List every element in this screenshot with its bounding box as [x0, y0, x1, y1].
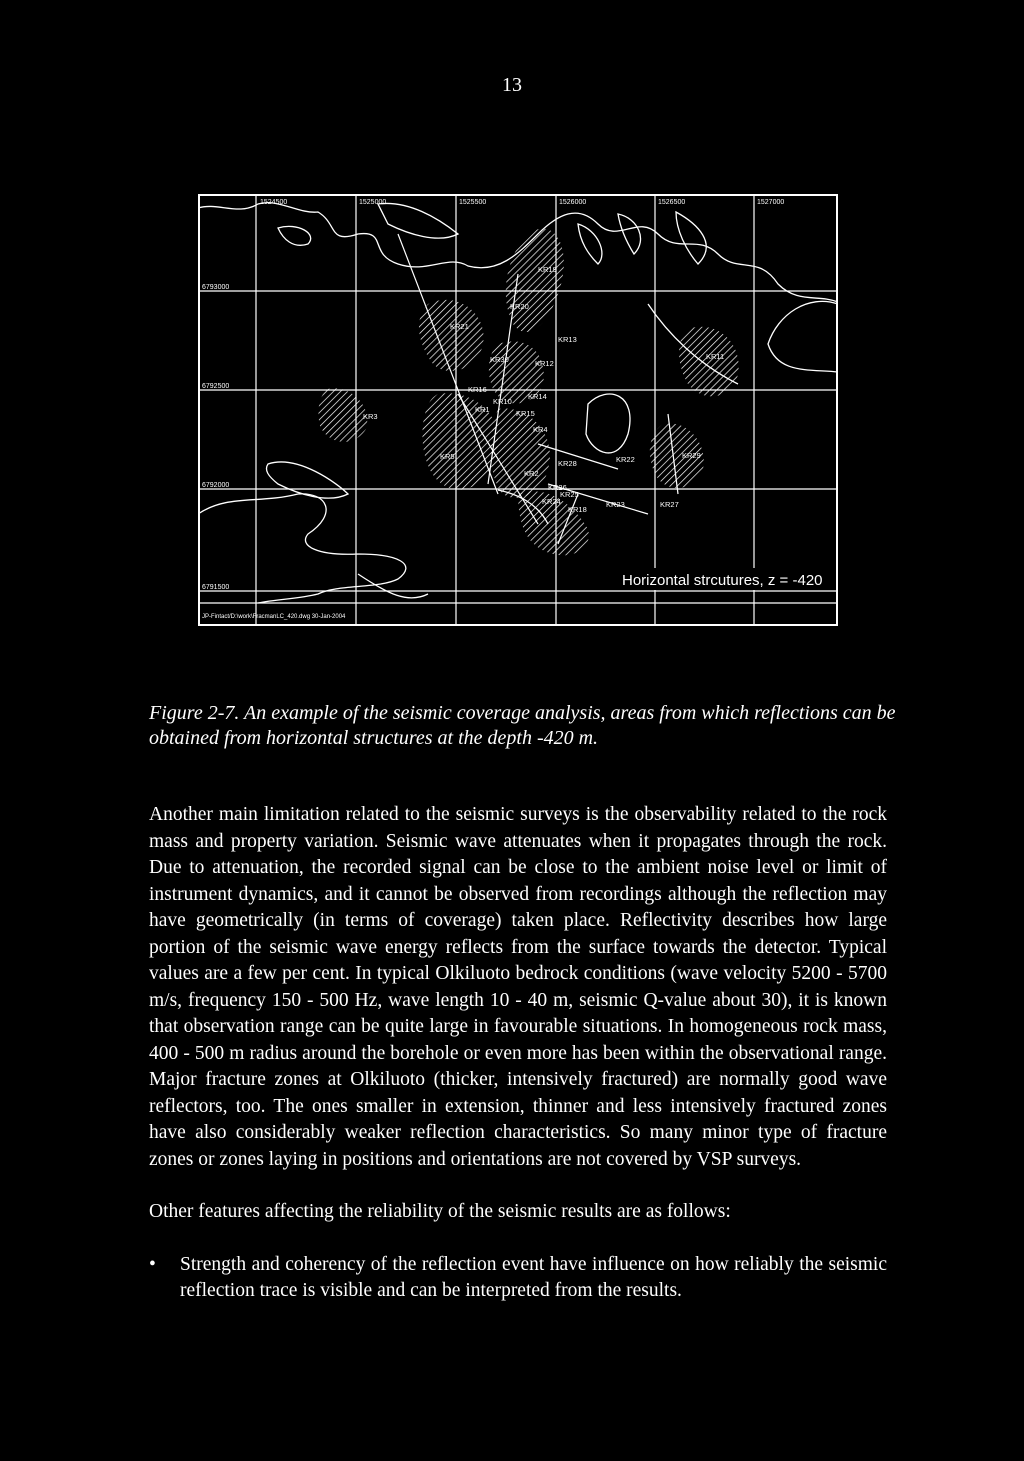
borehole-label: KR2	[524, 469, 539, 478]
borehole-label: KR28	[558, 459, 577, 468]
grid-y-label: 6793000	[202, 284, 230, 291]
bullet-list	[149, 1252, 887, 1305]
paragraph: Another main limitation related to the seismic surveys is the observability related to the rock mass and property variation. Seismic wave attenuates when it propagates through the rock. Due to attenuation, the recorded signal can be close to the ambient noise level or limit of instrument dynamics, and it cannot be observed from recordings although the reflection may have geometrically (in terms of coverage) taken place. Reflectivity describes how large portion of the seismic wave energy reflects from the surface towards the detector. Typical values are a few per cent. In typical Olkiluoto bedrock conditions (wave velocity 5200 - 5700 m/s, frequency 150 - 500 Hz, wave length 10 - 40 m, seismic Q-value about 30), it is known that observation range can be quite large in favourable situations. In homogeneous rock mass, 400 - 500 m radius around the borehole or even more has been within the observational range. Major fracture zones at Olkiluoto (thicker, intensively fractured) are normally good wave reflectors, too. The ones smaller in extension, thinner and less intensively fractured zones have also considerably weaker reflection characteristics. So many minor type of fracture zones or zones laying in positions and orientations are not covered by VSP surveys.	[149, 804, 887, 1170]
borehole-label: KR12	[535, 359, 554, 368]
panel-title: Horizontal strcutures, z = -420	[622, 572, 823, 589]
borehole-label: KR29	[682, 451, 701, 460]
file-path: JP-Fintact/D:\work\FracmanLC_420.dwg 30-Jan-2004	[202, 614, 346, 620]
borehole-label: KR22	[616, 455, 635, 464]
borehole-label: KR27	[660, 500, 679, 509]
borehole-label: KR14	[528, 392, 547, 401]
borehole-label: KR30	[490, 355, 509, 364]
grid-x-label: 1524500	[260, 199, 288, 206]
borehole-label: KR16	[468, 385, 487, 394]
borehole-label: KR23	[606, 500, 625, 509]
borehole-label: KR15	[516, 409, 535, 418]
grid-x-label: 1525500	[459, 199, 487, 206]
grid-y-label: 6792000	[202, 482, 230, 489]
bullet-text: Strength and coherency of the reflection event have influence on how reliably the seismic reflection trace is visible and can be interpreted from the results.	[180, 1253, 887, 1301]
grid-y-label: 6792500	[202, 383, 230, 390]
borehole-label: KR20	[510, 302, 529, 311]
borehole-label: KR21	[450, 322, 469, 331]
figure-caption: Figure 2-7. An example of the seismic coverage analysis, areas from which reflections can be obtained from horizontal structures at the depth -420 m.	[149, 702, 896, 749]
body-text	[149, 802, 887, 1305]
grid-x-label: 1526000	[559, 199, 587, 206]
borehole-label: KR10	[493, 397, 512, 406]
borehole-label: KR25	[560, 490, 579, 499]
page-number: 13	[502, 74, 522, 96]
grid-x-label: 1525000	[359, 199, 387, 206]
borehole-label: KR26	[548, 483, 567, 492]
grid-x-label: 1527000	[757, 199, 785, 206]
borehole-label: KR19	[538, 265, 557, 274]
grid-x-label: 1526500	[658, 199, 686, 206]
borehole-label: KR18	[568, 505, 587, 514]
borehole-label: KR3	[363, 412, 378, 421]
seismic-coverage-map	[198, 194, 838, 626]
bullet-item	[149, 1252, 887, 1305]
grid-y-label: 6791500	[202, 584, 230, 591]
borehole-label: KR24	[542, 497, 561, 506]
borehole-label: KR13	[558, 335, 577, 344]
borehole-label: KR5	[440, 452, 455, 461]
borehole-label: KR1	[475, 405, 490, 414]
borehole-label: KR4	[533, 425, 548, 434]
bullet-dot-icon: •	[149, 1253, 156, 1275]
borehole-label: KR11	[706, 352, 725, 361]
paragraph: Other features affecting the reliability of the seismic results are as follows:	[149, 1201, 731, 1222]
